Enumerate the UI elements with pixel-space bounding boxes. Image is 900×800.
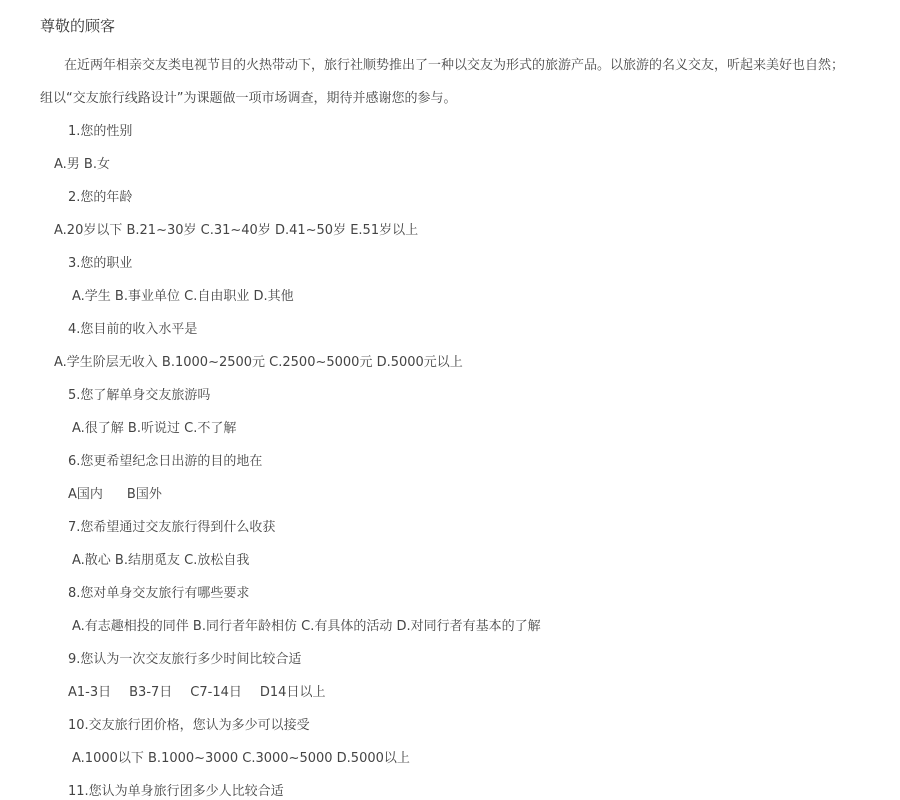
intro-paragraph-line-1: 在近两年相亲交友类电视节目的火热带动下，旅行社顺势推出了一种以交友为形式的旅游产品。以旅游的名义交友，听起来美好也自然； xyxy=(64,58,845,73)
intro-paragraph-line-2: 组以“交友旅行线路设计”为课题做一项市场调查，期待并感谢您的参与。 xyxy=(40,91,457,106)
question-1: 1.您的性别 xyxy=(68,124,133,139)
question-6: 6.您更希望纪念日出游的目的地在 xyxy=(68,454,263,469)
option-d: D14日以上 xyxy=(259,685,326,700)
option-a: A1-3日 xyxy=(68,685,112,700)
option-c: C7-14日 xyxy=(190,685,242,700)
question-7-options: A.散心 B.结朋觅友 C.放松自我 xyxy=(72,553,250,568)
question-8: 8.您对单身交友旅行有哪些要求 xyxy=(68,586,250,601)
question-2: 2.您的年龄 xyxy=(68,190,133,205)
greeting-title: 尊敬的顾客 xyxy=(40,17,116,35)
question-8-options: A.有志趣相投的同伴 B.同行者年龄相仿 C.有具体的活动 D.对同行者有基本的了解 xyxy=(72,619,541,634)
option-b: B3-7日 xyxy=(129,685,173,700)
question-4: 4.您目前的收入水平是 xyxy=(68,322,198,337)
question-5: 5.您了解单身交友旅游吗 xyxy=(68,388,211,403)
question-6-options xyxy=(68,485,162,505)
question-7: 7.您希望通过交友旅行得到什么收获 xyxy=(68,520,276,535)
question-1-options: A.男 B.女 xyxy=(54,157,110,172)
question-4-options: A.学生阶层无收入 B.1000~2500元 C.2500~5000元 D.5000元以上 xyxy=(54,355,463,370)
question-9-options xyxy=(68,683,325,703)
question-3: 3.您的职业 xyxy=(68,256,133,271)
question-10-options: A.1000以下 B.1000~3000 C.3000~5000 D.5000以上 xyxy=(72,751,410,766)
option-b: B国外 xyxy=(126,487,162,502)
question-11: 11.您认为单身旅行团多少人比较合适 xyxy=(68,784,284,799)
question-5-options: A.很了解 B.听说过 C.不了解 xyxy=(72,421,237,436)
question-2-options: A.20岁以下 B.21~30岁 C.31~40岁 D.41~50岁 E.51岁以上 xyxy=(54,223,419,238)
question-3-options: A.学生 B.事业单位 C.自由职业 D.其他 xyxy=(72,289,294,304)
option-a: A国内 xyxy=(68,487,103,502)
question-9: 9.您认为一次交友旅行多少时间比较合适 xyxy=(68,652,302,667)
question-10: 10.交友旅行团价格，您认为多少可以接受 xyxy=(68,718,310,733)
